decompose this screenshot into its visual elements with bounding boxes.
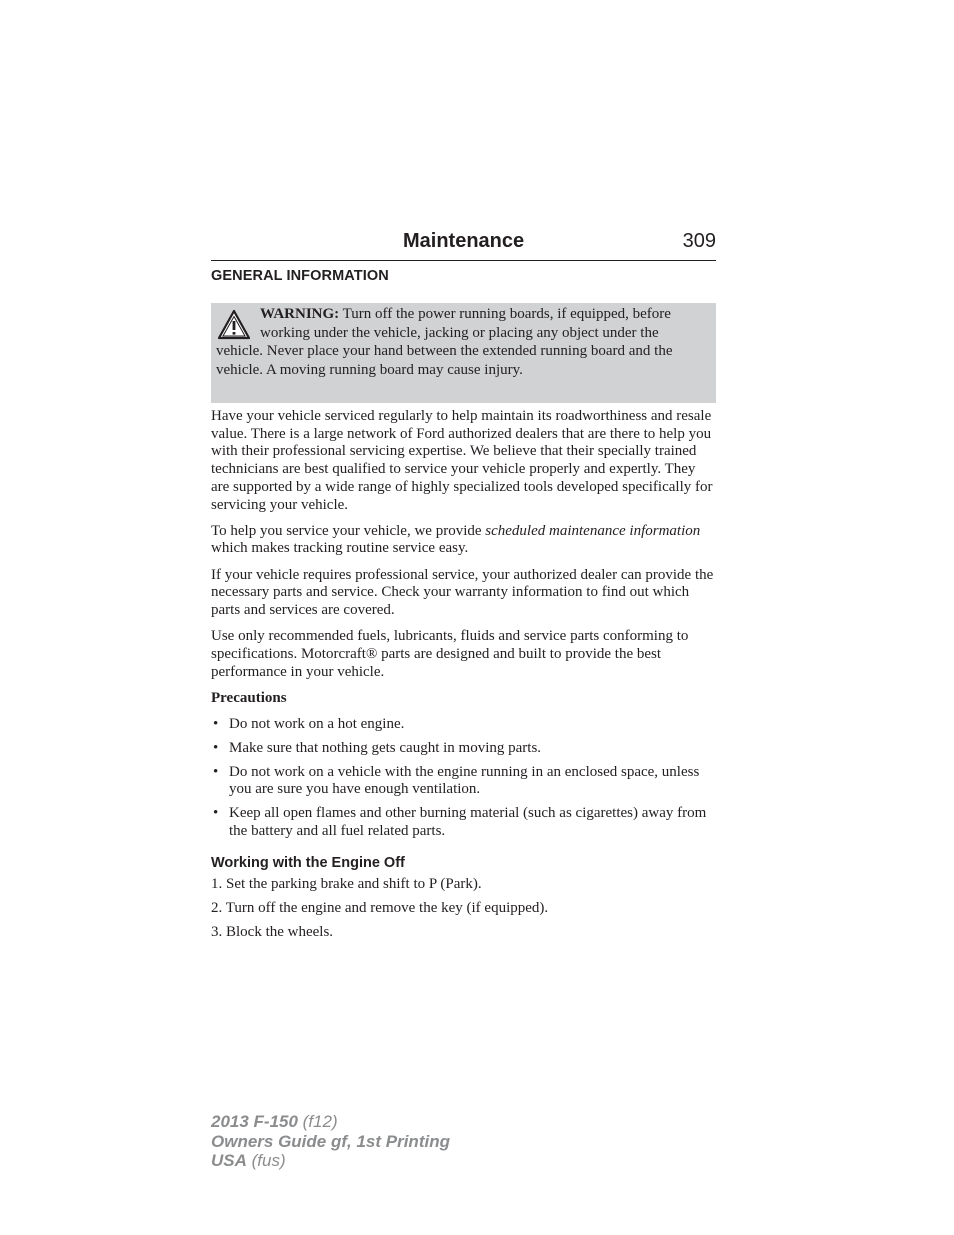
footer-market: USA — [211, 1151, 247, 1170]
engine-off-steps — [211, 876, 716, 942]
bullet-icon: • — [213, 739, 219, 756]
paragraph-scheduled-maintenance — [211, 523, 716, 558]
bullet-icon: • — [213, 805, 219, 822]
precautions-list — [211, 716, 716, 841]
footer-market-code: (fus) — [246, 1151, 286, 1170]
page-number: 309 — [682, 230, 716, 252]
footer-market-line — [211, 1151, 450, 1171]
warning-label: WARNING: — [260, 306, 340, 322]
step-item: 3. Block the wheels. — [211, 924, 334, 941]
warning-triangle-icon — [216, 308, 252, 342]
page-footer — [211, 1112, 450, 1171]
body-content — [211, 408, 716, 948]
warning-box — [211, 303, 716, 403]
paragraph-text: To help you service your vehicle, we provide — [211, 522, 486, 539]
footer-guide-line — [211, 1132, 450, 1152]
section-title: Maintenance — [403, 230, 525, 252]
warning-text: Turn off the power running boards, if equipped, before working under the vehicle, jacking or placing any object under the vehicle. Never place your hand between the extended running board and the vehicle. A moving running board may cause injury. — [216, 306, 673, 378]
footer-guide: Owners Guide gf, 1st Printing — [211, 1131, 450, 1151]
list-item — [211, 764, 716, 799]
paragraph-professional-service: If your vehicle requires professional service, your authorized dealer can provide the necessary parts and service. Check your warranty information to find out which parts and services are covered. — [211, 566, 714, 619]
list-item — [211, 805, 716, 840]
footer-model-code: (f12) — [297, 1112, 338, 1131]
footer-model-line — [211, 1112, 450, 1132]
list-item-text: Make sure that nothing gets caught in moving parts. — [229, 739, 542, 756]
list-item — [211, 716, 716, 734]
main-heading: GENERAL INFORMATION — [211, 268, 389, 284]
precautions-heading: Precautions — [211, 689, 287, 706]
paragraph-servicing: Have your vehicle serviced regularly to help maintain its roadworthiness and resale value. There is a large network of Ford authorized dealers that are there to help you with their professional servicing expertise. We believe that their specially trained technicians are best qualified to service your vehicle properly and expertly. They are supported by a wide range of highly specialized tools developed specifically for servicing your vehicle. — [211, 408, 713, 513]
step-item: 1. Set the parking brake and shift to P (Park). — [211, 876, 482, 893]
bullet-icon: • — [213, 715, 219, 732]
list-item — [211, 740, 716, 758]
footer-model: 2013 F-150 — [211, 1112, 298, 1131]
list-item-text: Keep all open flames and other burning material (such as cigarettes) away from the battery and all fuel related parts. — [229, 805, 707, 839]
paragraph-recommended-parts: Use only recommended fuels, lubricants, fluids and service parts conforming to specifications. Motorcraft® parts are designed and built to provide the best performance in your vehicle. — [211, 628, 689, 680]
list-item-text: Do not work on a hot engine. — [229, 715, 405, 732]
italic-reference: scheduled maintenance information — [485, 522, 701, 539]
list-item-text: Do not work on a vehicle with the engine running in an enclosed space, unless you are sure you have enough ventilation. — [229, 763, 700, 798]
paragraph-text: which makes tracking routine service easy. — [211, 540, 469, 557]
step-item: 2. Turn off the engine and remove the key (if equipped). — [211, 900, 549, 917]
bullet-icon: • — [213, 763, 219, 780]
page-header — [211, 229, 716, 261]
engine-off-heading: Working with the Engine Off — [211, 854, 405, 871]
